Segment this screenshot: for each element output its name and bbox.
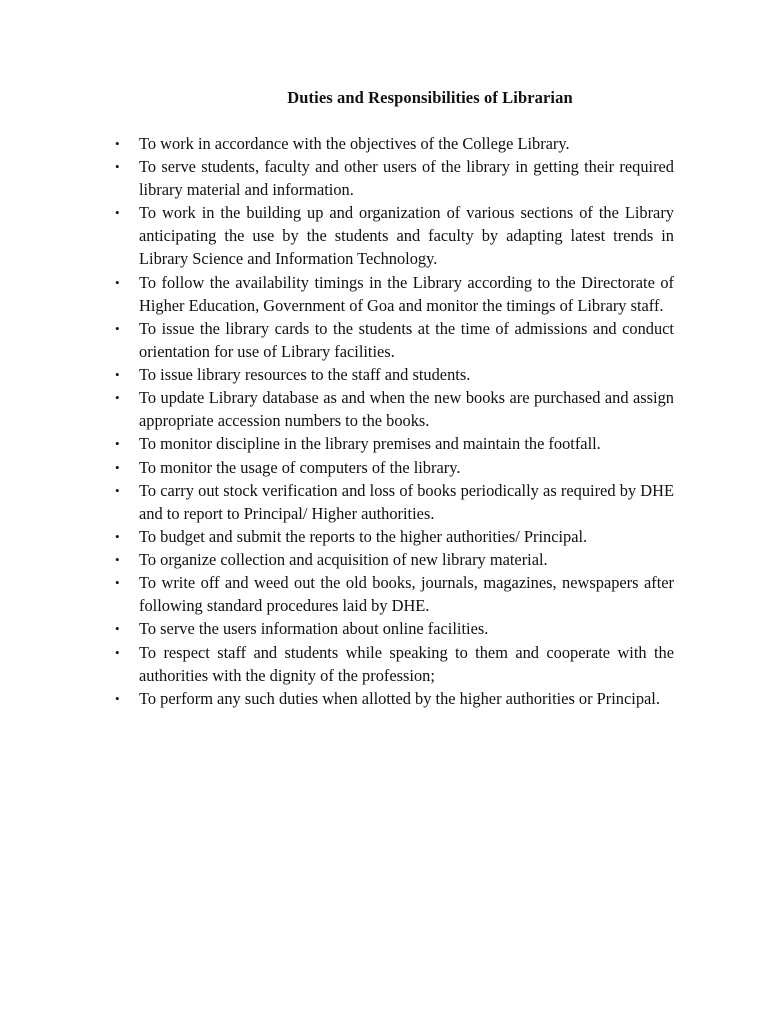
bullet-icon: • [115,621,120,637]
list-item-text: To work in accordance with the objectives of the College Library. [139,134,570,153]
list-item-text: To monitor discipline in the library premises and maintain the footfall. [139,434,601,454]
list-item [112,479,674,525]
list-item-text: To perform any such duties when allotted by the higher authorities or Principal. [139,688,660,708]
bullet-icon: • [115,136,120,151]
list-item-text: To budget and submit the reports to the higher authorities/ Principal. [139,526,588,546]
bullet-icon: • [115,320,120,336]
bullet-icon: • [115,205,120,221]
list-item [112,201,674,270]
list-item [112,687,674,710]
list-item-text: To carry out stock verification and loss of books periodically as required by DHE and to report to Principal/ Higher authorities. [139,480,674,523]
list-item-text: To follow the availability timings in the Library according to the Directorate of Higher Education, Government of Goa and monitor the timings of Library staff. [139,272,674,315]
bullet-icon: • [115,482,120,498]
list-item-text: To write off and weed out the old books, journals, magazines, newspapers after following standard procedures laid by DHE. [139,573,674,616]
list-item [112,271,674,317]
list-item-text: To monitor the usage of computers of the library. [139,457,461,477]
list-item [112,317,674,363]
bullet-icon: • [115,366,120,382]
list-item-text: To serve students, faculty and other users of the library in getting their required library material and information. [139,157,674,200]
bullet-icon: • [115,528,120,544]
bullet-icon: • [115,552,120,568]
list-item [112,456,674,479]
list-item [112,617,674,640]
list-item-text: To issue library resources to the staff and students. [139,364,471,384]
list-item [112,525,674,548]
list-item [112,132,674,155]
list-item-text: To work in the building up and organization of various sections of the Library anticipating the use by the students and faculty by adapting latest trends in Library Science and Information Technology. [139,203,674,269]
bullet-icon: • [115,644,120,660]
list-item [112,363,674,386]
bullet-icon: • [115,690,120,706]
list-item [112,571,674,617]
list-item [112,641,674,687]
page-title: Duties and Responsibilities of Librarian [287,88,573,107]
list-item-text: To organize collection and acquisition of new library material. [139,550,548,570]
bullet-icon: • [115,159,120,175]
bullet-icon: • [115,459,120,475]
bullet-icon: • [115,390,120,406]
list-item [112,548,674,571]
list-item-text: To respect staff and students while speaking to them and cooperate with the authorities with the dignity of the profession; [139,642,674,685]
duties-list [112,132,674,710]
list-item-text: To serve the users information about online facilities. [139,619,489,639]
bullet-icon: • [115,575,120,591]
list-item [112,432,674,455]
list-item-text: To update Library database as and when the new books are purchased and assign appropriate accession numbers to the books. [139,388,674,431]
bullet-icon: • [115,436,120,452]
list-item [112,386,674,432]
list-item [112,155,674,201]
list-item-text: To issue the library cards to the students at the time of admissions and conduct orientation for use of Library facilities. [139,318,674,361]
bullet-icon: • [115,274,120,290]
